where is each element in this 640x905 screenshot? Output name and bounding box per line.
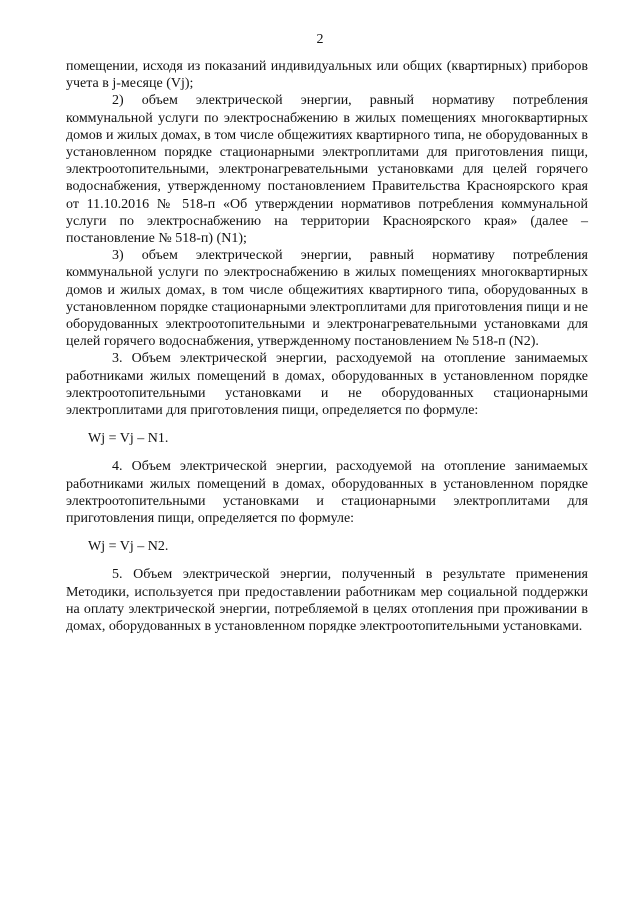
paragraph-item-3: 3) объем электрической энергии, равный нормативу потребления коммунальной услуги по электроснабжению в жилых помещениях многоквартирных домов и жилых домах, в том числе общежитиях квартирного типа, оборудованных в установленном порядке стационарными электроплитами для приготовления пищи и не оборудованных электроотопительными и электронагревательными установками для целей горячего водоснабжения, утвержденному постановлением № 518-п (N2). <box>66 248 588 350</box>
paragraph-continuation: помещении, исходя из показаний индивидуальных или общих (квартирных) приборов учета в j-месяце (Vj); <box>66 59 588 92</box>
formula-2: Wj = Vj – N2. <box>88 539 169 555</box>
paragraph-item-2: 2) объем электрической энергии, равный нормативу потребления коммунальной услуги по электроснабжению в жилых помещениях многоквартирных домов и жилых домах, в том числе общежитиях квартирного типа, не оборудованных в установленном порядке стационарными электроплитами для приготовления пищи, электроотопительными, электронагревательными установками для целей горячего водоснабжения, утвержденному постановлением Правительства Красноярского края от 11.10.2016 № 518-п «Об утверждении нормативов потребления коммунальной услуги по электроснабжению на территории Красноярского края» (далее – постановление № 518-п) (N1); <box>66 93 588 247</box>
page-number: 2 <box>316 32 324 47</box>
formula-1: Wj = Vj – N1. <box>88 431 169 447</box>
paragraph-section-4: 4. Объем электрической энергии, расходуемой на отопление занимаемых работниками жилых помещений в домах, оборудованных в установленном порядке электроотопительными установками и стационарными электроплитами для приготовления пищи, определяется по формуле: <box>66 459 588 527</box>
document-body <box>66 58 588 635</box>
paragraph-section-3: 3. Объем электрической энергии, расходуемой на отопление занимаемых работниками жилых помещений в домах, оборудованных в установленном порядке электроотопительными установками и не оборудованных стационарными электроплитами для приготовления пищи, определяется по формуле: <box>66 351 588 419</box>
paragraph-section-5: 5. Объем электрической энергии, полученный в результате применения Методики, используется при предоставлении работникам мер социальной поддержки на оплату электрической энергии, потребляемой в целях отопления при проживании в домах, оборудованных в установленном порядке электроотопительными установками. <box>66 567 588 635</box>
